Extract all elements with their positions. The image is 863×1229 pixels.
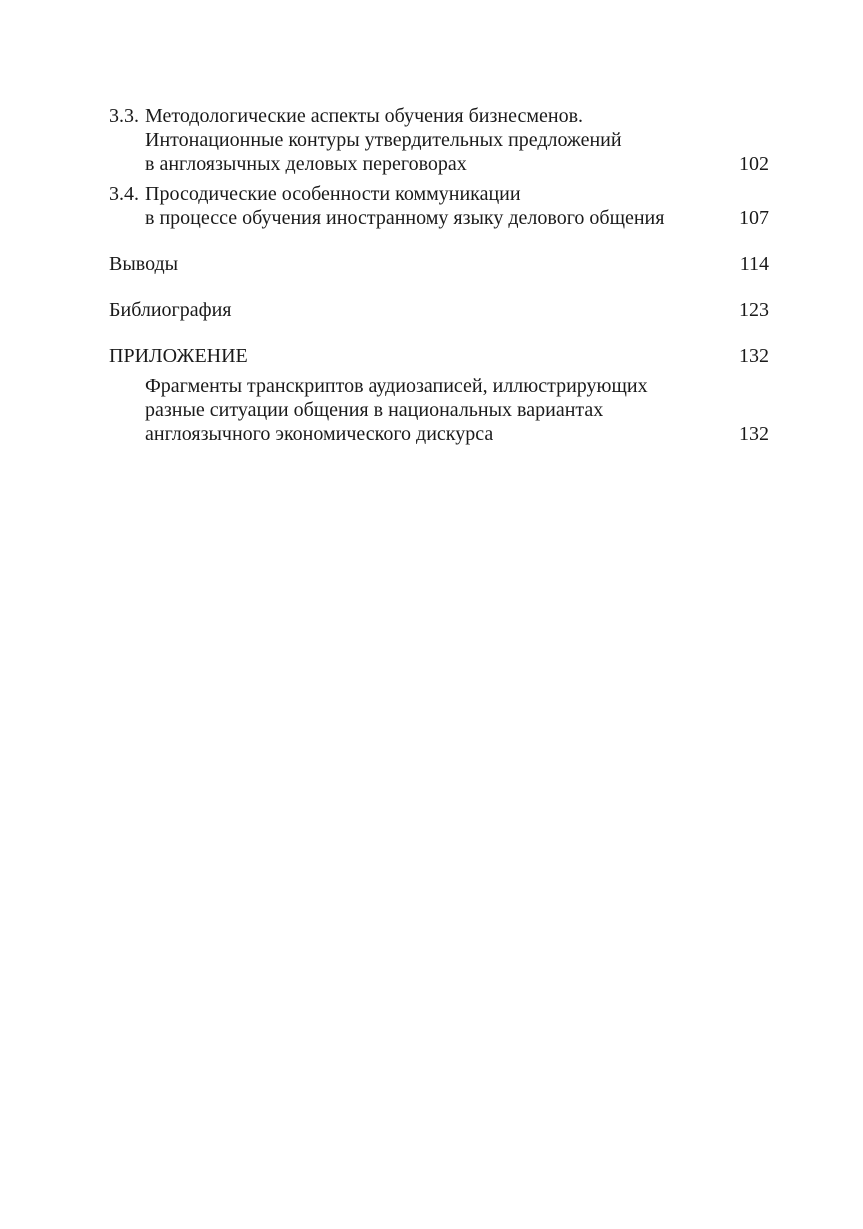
toc-entry-conclusions[interactable] bbox=[109, 252, 769, 276]
section-title-line: Методологические аспекты обучения бизнесменов. bbox=[145, 105, 584, 127]
table-of-contents bbox=[109, 104, 769, 450]
section-title-line: в англоязычных деловых переговорах bbox=[145, 153, 467, 175]
toc-entry-3-3[interactable] bbox=[109, 104, 769, 176]
toc-entry-appendix[interactable] bbox=[109, 344, 769, 368]
section-title: ПРИЛОЖЕНИЕ bbox=[109, 345, 248, 367]
page-number: 132 bbox=[739, 423, 769, 445]
page-number: 123 bbox=[739, 299, 769, 321]
section-number: 3.4. bbox=[109, 183, 139, 205]
section-title-line: разные ситуации общения в национальных вариантах bbox=[145, 399, 604, 421]
page-number: 132 bbox=[739, 345, 769, 367]
section-title-line: Просодические особенности коммуникации bbox=[145, 183, 521, 205]
section-number: 3.3. bbox=[109, 105, 139, 127]
page-number: 114 bbox=[739, 253, 769, 275]
toc-entry-3-4[interactable] bbox=[109, 182, 769, 230]
section-title-line: англоязычного экономического дискурса bbox=[145, 423, 494, 445]
toc-entry-appendix-fragments[interactable] bbox=[109, 374, 769, 446]
page-number: 107 bbox=[739, 207, 769, 229]
toc-entry-bibliography[interactable] bbox=[109, 298, 769, 322]
page-number: 102 bbox=[739, 153, 769, 175]
section-title-line: Интонационные контуры утвердительных предложений bbox=[145, 129, 622, 151]
section-title-line: Фрагменты транскриптов аудиозаписей, иллюстрирующих bbox=[145, 375, 648, 397]
section-title: Библиография bbox=[109, 299, 232, 321]
section-title: Выводы bbox=[109, 253, 179, 275]
section-title-line: в процессе обучения иностранному языку делового общения bbox=[145, 207, 665, 229]
